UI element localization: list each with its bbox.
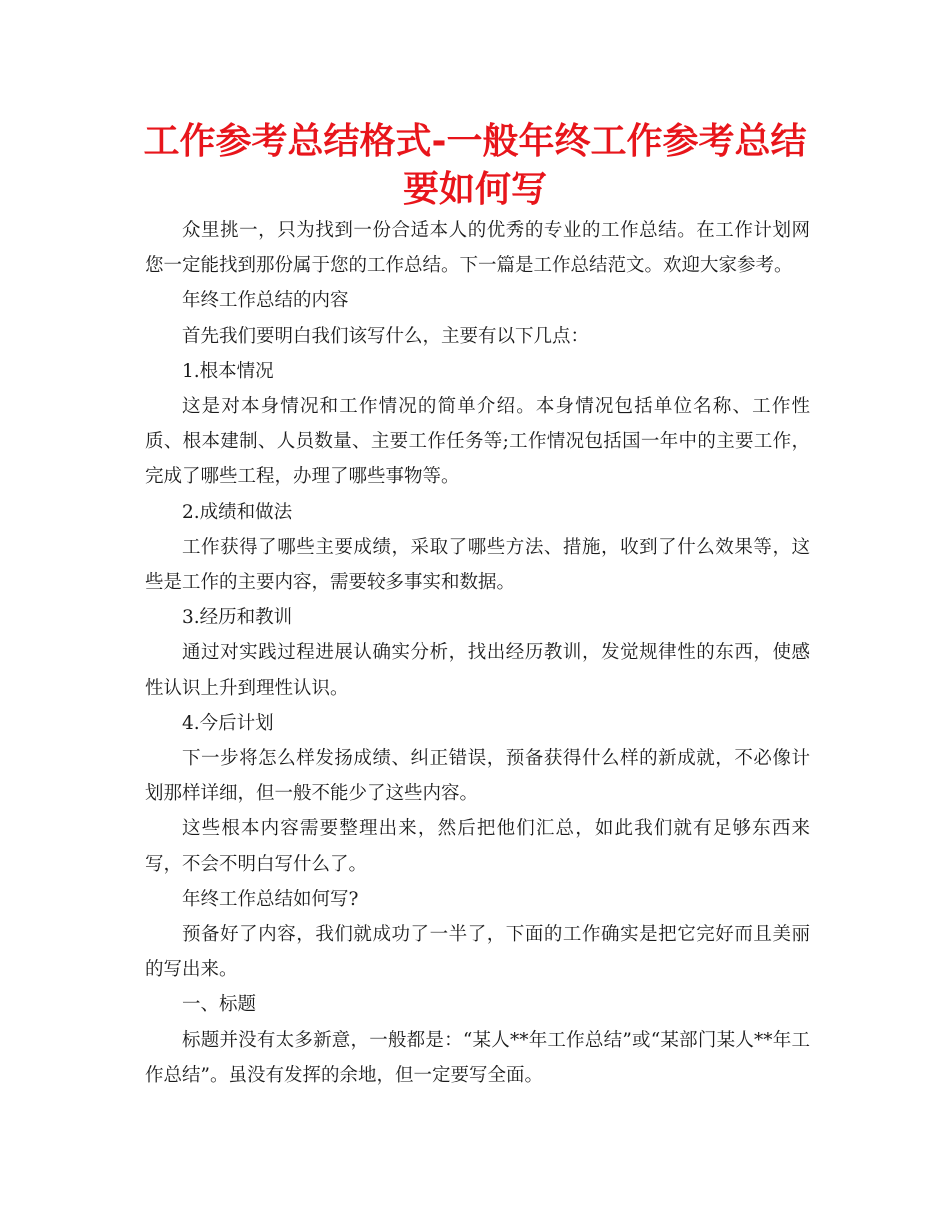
- list-heading-4: 4.今后计划: [182, 712, 274, 734]
- paragraph: 下一步将怎么样发扬成绩、纠正错误，预备获得什么样的新成就，不必像计划那样详细，但一般不能少了这些内容。: [145, 748, 810, 805]
- paragraph: 工作获得了哪些主要成绩，采取了哪些方法、措施，收到了什么效果等，这些是工作的主要内容，需要较多事实和数据。: [145, 536, 810, 594]
- list-heading-2: 2.成绩和做法: [182, 501, 293, 523]
- list-heading-3: 3.经历和教训: [182, 607, 293, 629]
- paragraph: 通过对实践过程进展认确实分析，找出经历教训，发觉规律性的东西，使感性认识上升到理性认识。: [145, 642, 810, 699]
- paragraph: 这是对本身情况和工作情况的简单介绍。本身情况包括单位名称、工作性质、根本建制、人员数量、主要工作任务等;工作情况包括国一年中的主要工作，完成了哪些工程，办理了哪些事物等。: [145, 396, 810, 488]
- paragraph: 首先我们要明白我们该写什么，主要有以下几点：: [182, 325, 590, 347]
- document-body: [145, 213, 810, 1093]
- list-heading-1: 1.根本情况: [182, 360, 274, 382]
- document-title: 工作参考总结格式-一般年终工作参考总结要如何写: [143, 121, 807, 210]
- paragraph: 预备好了内容，我们就成功了一半了，下面的工作确实是把它完好而且美丽的写出来。: [145, 924, 810, 981]
- paragraph: 这些根本内容需要整理出来，然后把他们汇总，如此我们就有足够东西来写，不会不明白写什么了。: [145, 818, 810, 875]
- section-heading-how: 年终工作总结如何写?: [182, 888, 359, 910]
- paragraph: 标题并没有太多新意，一般都是：“某人**年工作总结”或“某部门某人**年工作总结”。虽没有发挥的余地，但一定要写全面。: [145, 1029, 810, 1086]
- paragraph-intro: 众里挑一，只为找到一份合适本人的优秀的专业的工作总结。在工作计划网您一定能找到那份属于您的工作总结。下一篇是工作总结范文。欢迎大家参考。: [145, 220, 810, 277]
- section-heading-content: 年终工作总结的内容: [182, 290, 349, 312]
- subsection-heading-title: 一、标题: [182, 994, 257, 1016]
